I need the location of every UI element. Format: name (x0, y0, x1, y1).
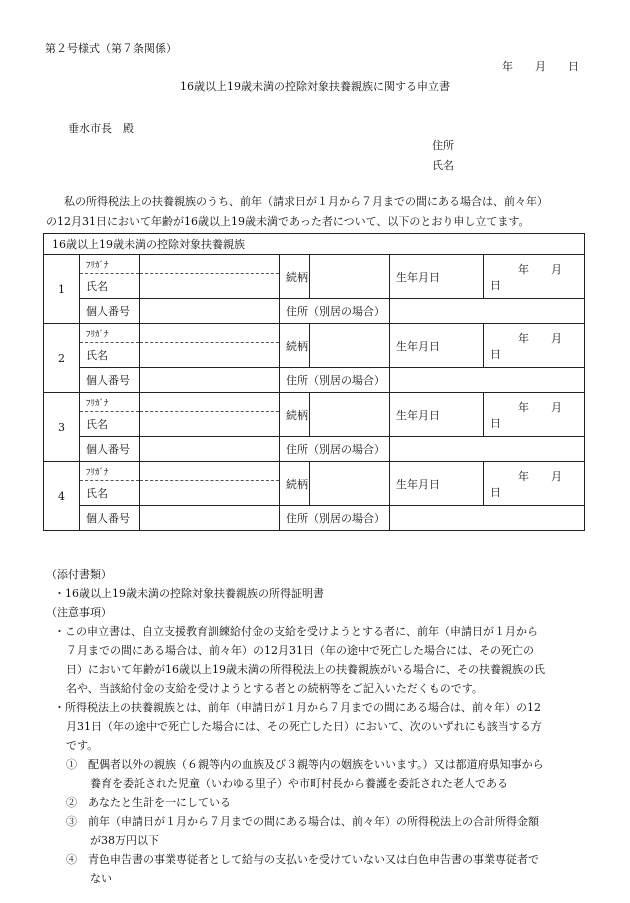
form-number: 第２号様式（第７条関係） (45, 42, 177, 55)
separate-address-input[interactable] (390, 368, 585, 393)
relation-input[interactable] (310, 462, 390, 506)
intro-text (46, 192, 591, 232)
notes-section (46, 565, 591, 888)
caution-1-line-4: 名や、当該給付金の支給を受けようとする者との続柄等をご記入いただくものです。 (66, 682, 483, 695)
intro-line-1: 私の所得税法上の扶養親族のうち、前年（請求日が１月から７月までの間にある場合は、前々年） (64, 195, 548, 208)
birth-month-label: 月 (551, 331, 562, 345)
condition-2: ② あなたと生計を一にしている (66, 796, 231, 809)
furigana-input[interactable] (140, 324, 280, 343)
relation-label: 続柄 (280, 393, 310, 437)
separate-address-input[interactable] (390, 299, 585, 324)
row-number: 4 (44, 462, 80, 531)
birth-month-label: 月 (551, 469, 562, 483)
caution-2-line-2: 月31日（年の途中で死亡した場合には、その死亡した日）において、次のいずれにも該当する方 (66, 720, 542, 733)
condition-3-line-1: ③ 前年（申請日が１月から７月までの間にある場合は、前々年）の所得税法上の合計所得金額 (66, 815, 539, 828)
mynumber-label: 個人番号 (80, 437, 140, 462)
separate-address-input[interactable] (390, 437, 585, 462)
birthdate-label: 生年月日 (390, 255, 484, 299)
birthdate-input[interactable] (484, 324, 585, 368)
birth-day-label: 日 (490, 347, 501, 361)
furigana-input[interactable] (140, 255, 280, 274)
caution-1-line-1: ・この申立書は、自立支援教育訓練給付金の支給を受けようとする者に、前年（申請日が１月から (54, 625, 538, 638)
applicant-name-label: 氏名 (432, 159, 454, 172)
intro-line-2: の12月31日において年齢が16歳以上19歳未満であった者について、以下のとおり申し立てます。 (46, 215, 530, 228)
birth-month-label: 月 (551, 262, 562, 276)
row-number: 2 (44, 324, 80, 393)
separate-address-label: 住所（別居の場合） (280, 506, 390, 531)
condition-4-line-1: ④ 青色申告書の事業専従者として給与の支払いを受けていない又は白色申告書の事業専従者で (66, 853, 539, 866)
birthdate-label: 生年月日 (390, 393, 484, 437)
date-year-label: 年 (502, 60, 513, 73)
name-input[interactable] (140, 481, 280, 506)
name-input[interactable] (140, 412, 280, 437)
name-label: 氏名 (80, 481, 140, 506)
mynumber-input[interactable] (140, 299, 280, 324)
relation-input[interactable] (310, 393, 390, 437)
birth-day-label: 日 (490, 416, 501, 430)
dependents-table (43, 233, 585, 531)
birth-year-label: 年 (518, 400, 529, 414)
addressee: 垂水市長 殿 (68, 122, 134, 135)
birthdate-input[interactable] (484, 255, 585, 299)
furigana-label: ﾌﾘｶﾞﾅ (80, 324, 140, 343)
furigana-input[interactable] (140, 393, 280, 412)
document-title: 16歳以上19歳未満の控除対象扶養親族に関する申立書 (180, 80, 450, 93)
birthdate-input[interactable] (484, 462, 585, 506)
birth-year-label: 年 (518, 469, 529, 483)
condition-4-line-2: ない (90, 872, 112, 885)
date-day-label: 日 (568, 60, 579, 73)
name-input[interactable] (140, 343, 280, 368)
caution-heading: （注意事項） (46, 606, 112, 619)
separate-address-label: 住所（別居の場合） (280, 368, 390, 393)
birthdate-label: 生年月日 (390, 324, 484, 368)
mynumber-input[interactable] (140, 506, 280, 531)
applicant-address-label: 住所 (432, 139, 454, 152)
relation-label: 続柄 (280, 324, 310, 368)
birthdate-input[interactable] (484, 393, 585, 437)
condition-3-line-2: が38万円以下 (90, 834, 159, 847)
furigana-label: ﾌﾘｶﾞﾅ (80, 393, 140, 412)
birth-year-label: 年 (518, 331, 529, 345)
mynumber-label: 個人番号 (80, 368, 140, 393)
name-label: 氏名 (80, 343, 140, 368)
mynumber-input[interactable] (140, 437, 280, 462)
attachment-item: ・16歳以上19歳未満の控除対象扶養親族の所得証明書 (54, 587, 324, 600)
mynumber-input[interactable] (140, 368, 280, 393)
date-month-label: 月 (535, 60, 546, 73)
furigana-label: ﾌﾘｶﾞﾅ (80, 255, 140, 274)
furigana-label: ﾌﾘｶﾞﾅ (80, 462, 140, 481)
birth-day-label: 日 (490, 278, 501, 292)
relation-input[interactable] (310, 324, 390, 368)
separate-address-label: 住所（別居の場合） (280, 299, 390, 324)
relation-input[interactable] (310, 255, 390, 299)
furigana-input[interactable] (140, 462, 280, 481)
row-number: 3 (44, 393, 80, 462)
relation-label: 続柄 (280, 255, 310, 299)
name-label: 氏名 (80, 274, 140, 299)
caution-1-line-3: 日）において年齢が16歳以上19歳未満の所得税法上の扶養親族がいる場合に、その扶養親族の氏 (66, 663, 545, 676)
table-heading: 16歳以上19歳未満の控除対象扶養親族 (44, 234, 585, 255)
mynumber-label: 個人番号 (80, 506, 140, 531)
separate-address-label: 住所（別居の場合） (280, 437, 390, 462)
caution-2-line-3: です。 (66, 739, 99, 752)
name-label: 氏名 (80, 412, 140, 437)
separate-address-input[interactable] (390, 506, 585, 531)
caution-2-line-1: ・所得税法上の扶養親族とは、前年（申請日が１月から７月までの間にある場合は、前々年）の12 (54, 701, 541, 714)
birthdate-label: 生年月日 (390, 462, 484, 506)
birth-month-label: 月 (551, 400, 562, 414)
condition-1-line-2: 養育を委託された児童（いわゆる里子）や市町村長から養護を委託された老人である (90, 777, 508, 790)
birth-year-label: 年 (518, 262, 529, 276)
name-input[interactable] (140, 274, 280, 299)
mynumber-label: 個人番号 (80, 299, 140, 324)
condition-1-line-1: ① 配偶者以外の親族（６親等内の血族及び３親等内の姻族をいいます。）又は都道府県知事から (66, 758, 544, 771)
row-number: 1 (44, 255, 80, 324)
relation-label: 続柄 (280, 462, 310, 506)
birth-day-label: 日 (490, 485, 501, 499)
date-line (502, 58, 579, 74)
caution-1-line-2: ７月までの間にある場合は、前々年）の12月31日（年の途中で死亡した場合には、その死亡の (66, 644, 534, 657)
attachments-heading: （添付書類） (46, 568, 112, 581)
